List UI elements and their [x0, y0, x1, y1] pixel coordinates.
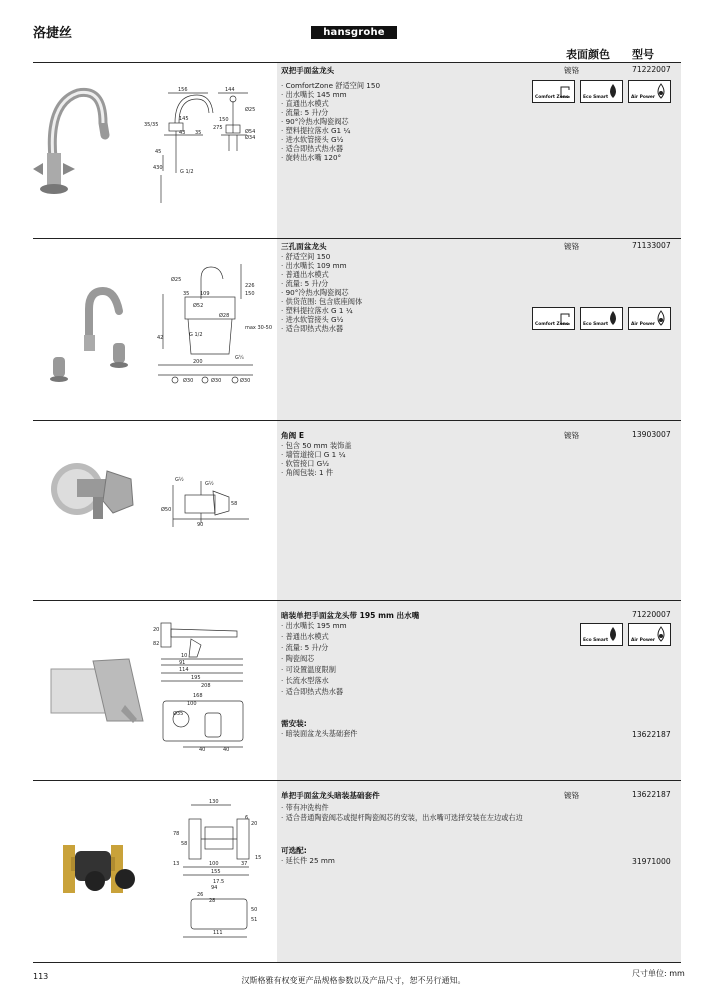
dim-label: 130	[209, 799, 219, 805]
eco-smart-icon	[606, 626, 620, 642]
feature-line: · 适合即热式热水器	[281, 324, 344, 333]
dim-label: 100	[187, 701, 197, 707]
product-model: 71222007	[632, 65, 671, 74]
technical-drawing-2	[33, 239, 277, 421]
dim-label: 94	[211, 885, 218, 891]
feature-line: · 旋转出水嘴 120°	[281, 153, 342, 162]
dim-label: 144	[225, 87, 235, 93]
dim-label: 145	[179, 116, 189, 122]
dim-label: 40	[199, 747, 206, 753]
air-power-icon	[654, 626, 668, 642]
dim-label: 114	[179, 667, 189, 673]
feature-line: · 带有冲洗构件	[281, 803, 329, 812]
dim-label: 17.5	[213, 879, 225, 885]
feature-line: · 舒适空间 150	[281, 252, 331, 261]
feature-line: · 进水软管接头 G½	[281, 135, 344, 144]
comfort-zone-badge: Comfort Zone	[532, 307, 575, 330]
feature-line: · 普通出水模式	[281, 270, 329, 279]
eco-smart-icon	[606, 83, 620, 99]
technical-drawing-5	[33, 781, 277, 963]
product-image-area	[33, 63, 277, 239]
feature-line: · 供货范围: 包含底座阀体	[281, 297, 363, 306]
column-header-finish: 表面颜色	[566, 48, 610, 61]
dim-label: 200	[193, 359, 203, 365]
dim-label: 195	[191, 675, 201, 681]
product-image-area	[33, 239, 277, 421]
dimension-unit-note: 尺寸单位: mm	[632, 969, 685, 978]
feature-line: · 塑料提拉落水 G1 ¼	[281, 126, 351, 135]
product-title: 角阀 E	[281, 431, 305, 440]
dim-label: G 1/2	[189, 332, 203, 338]
requires-install-item: · 暗装面盆龙头基础套件	[281, 729, 358, 738]
feature-line: · 陶瓷阀芯	[281, 654, 315, 663]
feature-line: · 出水嘴长 145 mm	[281, 90, 347, 99]
product-info	[277, 63, 681, 239]
product-row-5	[33, 780, 681, 963]
air-power-badge: Air Power	[628, 80, 671, 103]
dim-label: 150	[219, 117, 229, 123]
feature-line: · 适合普通陶瓷阀芯或提杆陶瓷阀芯的安装，出水嘴可选择安装在左边或右边	[281, 813, 523, 822]
feature-line: · 包含 50 mm 装饰盖	[281, 441, 352, 450]
product-info	[277, 239, 681, 421]
feature-line: · 流量: 5 升/分	[281, 108, 329, 117]
optional-model: 31971000	[632, 857, 671, 866]
dim-label: 43	[179, 130, 186, 136]
optional-title: 可选配:	[281, 846, 307, 855]
feature-line: · 90°冷热水陶瓷阀芯	[281, 117, 349, 126]
feature-line: · 流量: 5 升/分	[281, 643, 329, 652]
dim-label: 20	[251, 821, 258, 827]
dim-label: Ø30	[240, 378, 251, 384]
product-row-1	[33, 62, 681, 239]
dim-label: 150	[245, 291, 255, 297]
product-info	[277, 781, 681, 963]
brand-logo: hansgrohe	[311, 26, 397, 39]
product-model: 13622187	[632, 790, 671, 799]
eco-smart-badge: Eco Smart	[580, 623, 623, 646]
dim-label: Ø25	[171, 277, 182, 283]
dim-label: 37	[241, 861, 248, 867]
feature-line: · 出水嘴长 109 mm	[281, 261, 347, 270]
dim-label: 226	[245, 283, 255, 289]
air-power-badge: Air Power	[628, 623, 671, 646]
dim-label: Ø30	[211, 378, 222, 384]
product-finish: 镀铬	[564, 431, 580, 440]
dim-label: 78	[173, 831, 180, 837]
dim-label: 156	[178, 87, 188, 93]
eco-smart-icon	[606, 310, 620, 326]
air-power-icon	[654, 310, 668, 326]
comfort-zone-icon	[558, 310, 572, 326]
dim-label: 82	[153, 641, 160, 647]
page-number: 113	[33, 972, 49, 981]
dim-label: 90	[197, 522, 204, 528]
requires-install-title: 需安装:	[281, 719, 307, 728]
product-finish: 镀铬	[564, 791, 580, 800]
feature-line: · 直通出水模式	[281, 99, 329, 108]
product-finish: 镀铬	[564, 242, 580, 251]
dim-label: 58	[231, 501, 238, 507]
product-image-area	[33, 781, 277, 963]
dim-label: max 30-50	[245, 325, 273, 331]
comfort-zone-badge: Comfort Zone	[532, 80, 575, 103]
dim-label: 26	[197, 892, 204, 898]
dim-label: Ø50	[161, 507, 172, 513]
feature-line: · 适合即热式热水器	[281, 144, 344, 153]
dim-label: 100	[209, 861, 219, 867]
feature-line: · ComfortZone 舒适空间 150	[281, 81, 381, 90]
dim-label: 35/35	[144, 122, 159, 128]
dim-label: 168	[193, 693, 203, 699]
air-power-icon	[654, 83, 668, 99]
product-model: 13903007	[632, 430, 671, 439]
product-image-area	[33, 601, 277, 781]
dim-label: G½	[175, 477, 184, 483]
feature-line: · 适合即热式热水器	[281, 687, 344, 696]
dim-label: 208	[201, 683, 211, 689]
dim-label: Ø54	[245, 129, 256, 135]
dim-label: 42	[157, 335, 164, 341]
dim-label: 50	[251, 907, 258, 913]
dim-label: 35	[195, 130, 202, 136]
dim-label: 109	[200, 291, 210, 297]
product-title: 暗装单把手面盆龙头带 195 mm 出水嘴	[281, 611, 420, 620]
eco-smart-badge: Eco Smart	[580, 307, 623, 330]
dim-label: Ø35	[173, 711, 184, 717]
dim-label: G½	[205, 481, 214, 487]
requires-install-model: 13622187	[632, 730, 671, 739]
feature-line: · 软管接口 G½	[281, 459, 330, 468]
product-title: 单把手面盆龙头暗装基础套件	[281, 791, 380, 800]
feature-line: · 角阀包装: 1 件	[281, 468, 334, 477]
dim-label: 430	[153, 165, 163, 171]
footer-divider	[33, 962, 681, 963]
feature-line: · 90°冷热水陶瓷阀芯	[281, 288, 349, 297]
comfort-zone-icon	[558, 83, 572, 99]
product-title: 三孔面盆龙头	[281, 242, 327, 251]
dim-label: 51	[251, 917, 258, 923]
air-power-badge: Air Power	[628, 307, 671, 330]
dim-label: 91	[179, 660, 186, 666]
dim-label: 45	[155, 149, 162, 155]
dim-label: G 1/2	[180, 169, 194, 175]
dim-label: 40	[223, 747, 230, 753]
product-model: 71220007	[632, 610, 671, 619]
dim-label: 111	[213, 930, 223, 936]
product-row-4	[33, 600, 681, 781]
feature-line: · 进水软管接头 G½	[281, 315, 344, 324]
optional-item: · 延长件 25 mm	[281, 856, 335, 865]
dim-label: G¼	[235, 355, 244, 361]
product-info	[277, 421, 681, 601]
dim-label: 28	[209, 898, 216, 904]
eco-smart-badge: Eco Smart	[580, 80, 623, 103]
dim-label: Ø52	[193, 303, 204, 309]
feature-line: · 可设置温度限制	[281, 665, 336, 674]
technical-drawing-1	[33, 63, 277, 239]
dim-label: 58	[181, 841, 188, 847]
feature-line: · 长流水型落水	[281, 676, 329, 685]
technical-drawing-4	[33, 601, 277, 781]
technical-drawing-3	[33, 421, 277, 601]
footer-disclaimer: 汉斯格雅有权变更产品规格参数以及产品尺寸，恕不另行通知。	[241, 976, 466, 985]
dim-label: 35	[183, 291, 190, 297]
product-model: 71133007	[632, 241, 671, 250]
dim-label: Ø28	[219, 313, 230, 319]
feature-line: · 普通出水模式	[281, 632, 329, 641]
series-title: 洛捷丝	[33, 26, 73, 41]
feature-line: · 塑料提拉落水 G 1 ¼	[281, 306, 353, 315]
dim-label: 10	[181, 653, 188, 659]
feature-line: · 流量: 5 升/分	[281, 279, 329, 288]
product-finish: 镀铬	[564, 66, 580, 75]
dim-label: 13	[173, 861, 180, 867]
dim-label: 275	[213, 125, 223, 131]
dim-label: 15	[255, 855, 262, 861]
dim-label: Ø34	[245, 135, 256, 141]
dim-label: Ø30	[183, 378, 194, 384]
column-header-model: 型号	[632, 48, 654, 61]
dim-label: Ø25	[245, 107, 256, 113]
dim-label: 6	[245, 815, 249, 821]
feature-line: · 出水嘴长 195 mm	[281, 621, 347, 630]
product-title: 双把手面盆龙头	[281, 66, 335, 75]
dim-label: 155	[211, 869, 221, 875]
dim-label: 20	[153, 627, 160, 633]
product-info	[277, 601, 681, 781]
product-row-3	[33, 420, 681, 601]
product-row-2	[33, 238, 681, 421]
feature-line: · 墙管道接口 G 1 ¼	[281, 450, 346, 459]
product-image-area	[33, 421, 277, 601]
